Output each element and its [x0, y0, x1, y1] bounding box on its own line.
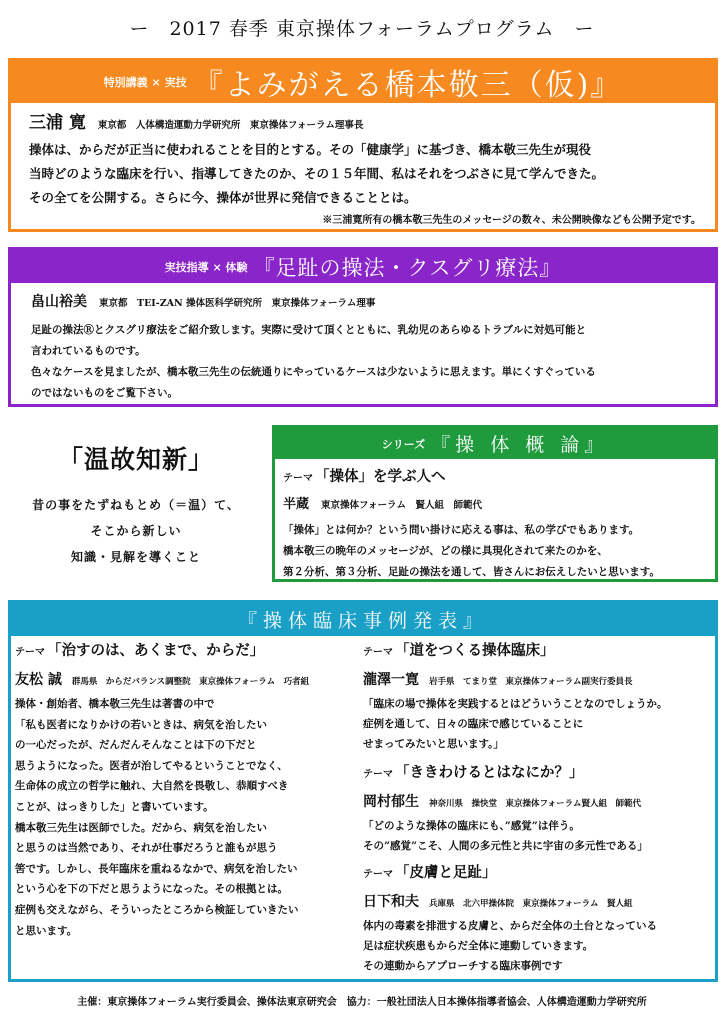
description-line: 橋本敬三の晩年のメッセージが、どの様に具現化されて来たのかを、 — [283, 545, 608, 557]
series-header — [275, 428, 715, 459]
speaker-name: 岡村郁生 — [363, 794, 419, 810]
speaker-row — [29, 111, 701, 138]
speaker-name: 畠山裕美 — [31, 294, 87, 310]
description-line: ことが、はっきりした」と書いています。 — [15, 800, 214, 813]
description-line: 橋本敬三先生は医師でした。だから、病気を治したい — [15, 821, 267, 834]
series-section — [272, 425, 718, 582]
theme-prefix: テーマ — [15, 647, 45, 658]
theme-title: 「ききわけるとはなにか？」 — [395, 764, 584, 781]
note: ※三浦寛所有の橋本敬三先生のメッセージの数々、未公開映像なども公開予定です。 — [322, 215, 701, 226]
theme-line — [283, 462, 709, 494]
practical-header — [11, 250, 715, 283]
description-line: 症例も交えながら、そういったところから検証していきたい — [15, 903, 299, 916]
speaker-row — [363, 890, 715, 916]
theme-prefix: テーマ — [363, 647, 393, 658]
proverb-line: 知識・見解を導くこと — [70, 550, 201, 564]
speaker-affiliation: 東京都 人体構造運動力学研究所 東京操体フォーラム理事長 — [97, 120, 364, 131]
description-line: その”感覚”こそ、人間の多元性と共に宇宙の多元性である」 — [363, 840, 648, 852]
theme-prefix: テーマ — [363, 869, 393, 880]
page-title: ー 2017 春季 東京操体フォーラムプログラム ー — [129, 18, 595, 40]
description-line: の一心だったが、だんだんそんなことは下の下だと — [15, 739, 257, 752]
speaker-row — [31, 292, 701, 314]
speaker-affiliation: 東京操体フォーラム 賢人組 師範代 — [321, 500, 482, 511]
theme-title: 「操体」を学ぶ人へ — [315, 468, 446, 485]
footer-organizers: 主催：東京操体フォーラム実行委員会、操体法東京研究会 協力：一般社団法人日本操体指導者協会、人体構造運動力学研究所 — [77, 997, 647, 1008]
description-line: 言われているものです。 — [31, 345, 146, 357]
description-line: という心を下の下だと思うようになった。その根拠とは。 — [15, 883, 288, 896]
special-lecture-title: 『よみがえる橋本敬三（仮)』 — [192, 68, 623, 103]
speaker-affiliation: 東京都 TEI-ZAN 操体医科学研究所 東京操体フォーラム理事 — [99, 298, 376, 309]
series-title: 『操 体 概 論』 — [431, 434, 609, 456]
description-line: せまってみたいと思います。」 — [363, 738, 504, 750]
case-reports-title: 『操体臨床事例発表』 — [237, 610, 488, 632]
description-line: 「私も医者になりかけの若いときは、病気を治したい — [15, 718, 267, 731]
case-reports-section — [8, 600, 718, 982]
description-line: 足趾の操法Ⓡとクスグリ療法をご紹介致します。実際に受けて頂くとともに、乳幼児のあらゆるトラブルに対処可能と — [31, 324, 587, 336]
description-line: その全てを公開する。さらに今、操体が世界に発信できることとは。 — [29, 190, 417, 205]
theme-prefix: テーマ — [283, 473, 313, 484]
special-lecture-body — [29, 111, 701, 230]
theme-title: 「道をつくる操体臨床」 — [395, 642, 555, 659]
practical-pre-label: 実技指導 × 体験 — [164, 260, 248, 274]
case-reports-header — [11, 603, 715, 636]
theme-line — [363, 636, 715, 668]
description-line: 症例を通して、日々の臨床で感じていることに — [363, 718, 584, 730]
description-line: と思います。 — [15, 924, 78, 937]
theme-line — [15, 636, 360, 668]
description-line: 「どのような操体の臨床にも、”感覚”は伴う。 — [363, 820, 580, 832]
proverb-line: 昔の事をたずねもとめ（＝温）て、 — [32, 498, 240, 512]
theme-title: 「皮膚と足趾」 — [395, 864, 497, 881]
practical-body — [31, 292, 701, 404]
proverb-block — [0, 440, 272, 570]
description-line: 操体は、からだが正当に使われることを目的とする。その「健康学」に基づき、橋本敬三先生が現役 — [29, 142, 592, 157]
speaker-row — [15, 668, 360, 694]
speaker-name: 日下和夫 — [363, 894, 419, 910]
description-line: 「臨床の場で操体を実践するとはどういうことなのでしょうか。 — [363, 698, 668, 710]
proverb-line: そこから新しい — [90, 524, 182, 538]
speaker-row — [363, 668, 715, 694]
speaker-affiliation: 岩手県 てまり堂 東京操体フォーラム副実行委員長 — [429, 677, 633, 687]
speaker-row — [283, 494, 709, 516]
special-lecture-header — [11, 61, 715, 103]
description-line: 筈です。しかし、長年臨床を重ねるなかで、病気を治したい — [15, 862, 298, 875]
description-line: 足は症状疾患もからだ全体に連動していきます。 — [363, 940, 594, 952]
theme-prefix: テーマ — [363, 769, 393, 780]
speaker-name: 三浦 寛 — [29, 113, 86, 133]
description-line: 色々なケースを見ましたが、橋本敬三先生の伝統通りにやっているケースは少ないように思えます。単にくすぐっている — [31, 366, 596, 378]
description-line: 第２分析、第３分析、足趾の操法を通して、皆さんにお伝えしたいと思います。 — [283, 566, 660, 578]
special-lecture-section — [8, 58, 718, 232]
speaker-name: 瀧澤一寛 — [363, 672, 419, 688]
speaker-row — [363, 790, 715, 816]
proverb-title: 「温故知新」 — [57, 445, 214, 474]
speaker-affiliation: 神奈川県 操快堂 東京操体フォーラム賢人組 師範代 — [429, 799, 641, 809]
theme-title: 「治すのは、あくまで、からだ」 — [47, 642, 265, 659]
description-line: と思うのは当然であり、それが仕事だろうと誰もが思う — [15, 842, 278, 855]
description-line: 操体・創始者、橋本敬三先生は著書の中で — [15, 698, 215, 710]
practical-section — [8, 247, 718, 407]
description-line: 「操体」とは何か？という問い掛けに応える事は、私の学びでもあります。 — [283, 524, 640, 536]
theme-line — [363, 758, 715, 790]
description-line: 思うようになった。医者が治してやるということでなく、 — [15, 759, 288, 772]
description-line: 当時どのような臨床を行い、指導してきたのか、その１５年間、私はそれをつぶさに見て学んできた。 — [29, 166, 605, 181]
description-line: のではないものをご覧下さい。 — [31, 387, 178, 399]
speaker-name: 半蔵 — [283, 497, 310, 512]
description-line: 体内の毒素を排泄する皮膚と、からだ全体の土台となっている — [363, 920, 657, 932]
case-report-right — [363, 636, 715, 976]
series-pre-label: シリーズ — [381, 437, 426, 451]
speaker-affiliation: 兵庫県 北六甲操体院 東京操体フォーラム 賢人組 — [429, 899, 633, 909]
practical-title: 『足趾の操法・クスグリ療法』 — [253, 255, 562, 280]
description-line: 生命体の成立の哲学に触れ、大自然を畏敬し、恭順すべき — [15, 780, 289, 793]
theme-line — [363, 858, 715, 890]
speaker-affiliation: 群馬県 からだバランス調整院 東京操体フォーラム 巧者組 — [71, 677, 310, 687]
series-body — [283, 462, 709, 583]
description-line: その連動からアプローチする臨床事例です — [363, 960, 563, 972]
speaker-name: 友松 誠 — [15, 672, 62, 688]
special-lecture-pre-label: 特別講義 × 実技 — [103, 76, 187, 89]
case-report-left — [15, 636, 360, 941]
